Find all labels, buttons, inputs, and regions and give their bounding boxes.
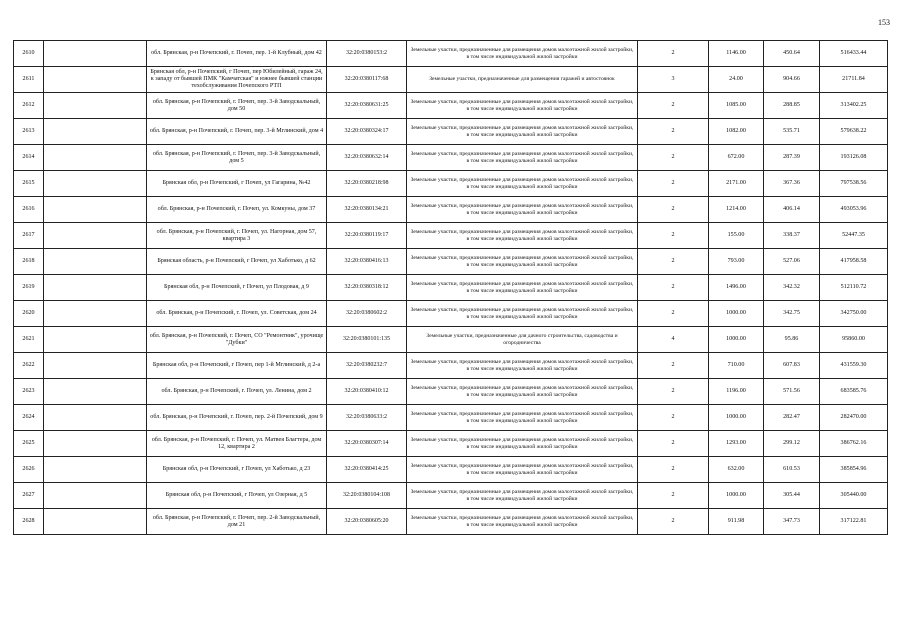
blank-cell <box>44 301 147 327</box>
table-row <box>14 171 888 197</box>
table-row <box>14 67 888 93</box>
address-cell: Брянская обл, р-н Почепский, г Почеп, ул Хаботько, д 23 <box>147 457 327 483</box>
blank-cell <box>44 41 147 67</box>
table-row <box>14 301 888 327</box>
land-use-cell: Земельные участки, предназначенные для размещения домов малоэтажной жилой застройки, в том числе индивидуальной жилой застройки <box>407 483 638 509</box>
land-use-cell: Земельные участки, предназначенные для размещения домов малоэтажной жилой застройки, в том числе индивидуальной жилой застройки <box>407 41 638 67</box>
row-number-cell: 2614 <box>14 145 44 171</box>
table-row <box>14 379 888 405</box>
cadastral-value-cell: 317122.81 <box>820 509 888 535</box>
cadastral-value-cell: 579638.22 <box>820 119 888 145</box>
group-cell: 2 <box>638 119 709 145</box>
land-use-cell: Земельные участки, предназначенные для размещения домов малоэтажной жилой застройки, в том числе индивидуальной жилой застройки <box>407 93 638 119</box>
cadastral-number-cell: 32:20:0380101:135 <box>327 327 407 353</box>
page-number: 153 <box>878 18 890 27</box>
cadastral-number-cell: 32:20:0380307:14 <box>327 431 407 457</box>
row-number-cell: 2618 <box>14 249 44 275</box>
unit-value-cell: 347.73 <box>764 509 820 535</box>
table-row <box>14 431 888 457</box>
row-number-cell: 2611 <box>14 67 44 93</box>
land-use-cell: Земельные участки, предназначенные для размещения домов малоэтажной жилой застройки, в том числе индивидуальной жилой застройки <box>407 457 638 483</box>
cadastral-value-cell: 431559.30 <box>820 353 888 379</box>
row-number-cell: 2610 <box>14 41 44 67</box>
group-cell: 2 <box>638 223 709 249</box>
table-row <box>14 41 888 67</box>
cadastral-value-cell: 305440.00 <box>820 483 888 509</box>
row-number-cell: 2615 <box>14 171 44 197</box>
area-cell: 155.00 <box>709 223 764 249</box>
address-cell: обл. Брянская, р-н Почепский, г. Почеп, ул. Советская, дом 24 <box>147 301 327 327</box>
land-use-cell: Земельные участки, предназначенные для размещения домов малоэтажной жилой застройки, в том числе индивидуальной жилой застройки <box>407 509 638 535</box>
group-cell: 2 <box>638 483 709 509</box>
address-cell: обл. Брянская, р-н Почепский, г. Почеп, пер. 2-й Почепский, дом 9 <box>147 405 327 431</box>
cadastral-value-cell: 516433.44 <box>820 41 888 67</box>
unit-value-cell: 607.83 <box>764 353 820 379</box>
cadastral-number-cell: 32:20:0380631:25 <box>327 93 407 119</box>
blank-cell <box>44 509 147 535</box>
cadastral-number-cell: 32:20:0380602:2 <box>327 301 407 327</box>
area-cell: 1000.00 <box>709 483 764 509</box>
blank-cell <box>44 327 147 353</box>
cadastral-number-cell: 32:20:0380134:21 <box>327 197 407 223</box>
land-use-cell: Земельные участки, предназначенные для размещения домов малоэтажной жилой застройки, в том числе индивидуальной жилой застройки <box>407 379 638 405</box>
blank-cell <box>44 171 147 197</box>
cadastral-number-cell: 32:20:0380633:2 <box>327 405 407 431</box>
table-row <box>14 405 888 431</box>
table-row <box>14 327 888 353</box>
unit-value-cell: 305.44 <box>764 483 820 509</box>
cadastral-value-cell: 386762.16 <box>820 431 888 457</box>
row-number-cell: 2623 <box>14 379 44 405</box>
land-use-cell: Земельные участки, предназначенные для дачного строительства, садоводства и огородничества <box>407 327 638 353</box>
row-number-cell: 2627 <box>14 483 44 509</box>
blank-cell <box>44 249 147 275</box>
cadastral-number-cell: 32:20:0380117:68 <box>327 67 407 93</box>
cadastral-value-cell: 512110.72 <box>820 275 888 301</box>
area-cell: 793.00 <box>709 249 764 275</box>
row-number-cell: 2626 <box>14 457 44 483</box>
area-cell: 1214.00 <box>709 197 764 223</box>
unit-value-cell: 571.56 <box>764 379 820 405</box>
cadastral-number-cell: 32:20:0380318:12 <box>327 275 407 301</box>
land-use-cell: Земельные участки, предназначенные для размещения домов малоэтажной жилой застройки, в том числе индивидуальной жилой застройки <box>407 223 638 249</box>
land-use-cell: Земельные участки, предназначенные для размещения домов малоэтажной жилой застройки, в том числе индивидуальной жилой застройки <box>407 145 638 171</box>
cadastral-value-cell: 493053.96 <box>820 197 888 223</box>
address-cell: Брянская обл, р-н Почепский, г Почеп, ул Озерная, д 5 <box>147 483 327 509</box>
cadastral-value-cell: 95860.00 <box>820 327 888 353</box>
cadastral-value-cell: 21711.84 <box>820 67 888 93</box>
address-cell: обл. Брянская, р-н Почепский, г. Почеп, ул. Ленина, дом 2 <box>147 379 327 405</box>
blank-cell <box>44 145 147 171</box>
cadastral-value-cell: 342750.00 <box>820 301 888 327</box>
area-cell: 911.98 <box>709 509 764 535</box>
group-cell: 2 <box>638 301 709 327</box>
area-cell: 1293.00 <box>709 431 764 457</box>
row-number-cell: 2622 <box>14 353 44 379</box>
land-use-cell: Земельные участки, предназначенные для размещения домов малоэтажной жилой застройки, в том числе индивидуальной жилой застройки <box>407 405 638 431</box>
row-number-cell: 2617 <box>14 223 44 249</box>
address-cell: Брянская обл, р-н Почепский, г Почеп, пер 1-й Мглинский, д 2-а <box>147 353 327 379</box>
unit-value-cell: 904.66 <box>764 67 820 93</box>
address-cell: Брянская область, р-н Почепский, г Почеп, ул Хаботько, д 62 <box>147 249 327 275</box>
address-cell: обл. Брянская, р-н Почепский, г. Почеп, ул. Матвея Благтера, дом 12, квартира 2 <box>147 431 327 457</box>
group-cell: 2 <box>638 457 709 483</box>
row-number-cell: 2621 <box>14 327 44 353</box>
cadastral-number-cell: 32:20:0380104:108 <box>327 483 407 509</box>
land-use-cell: Земельные участки, предназначенные для размещения домов малоэтажной жилой застройки, в том числе индивидуальной жилой застройки <box>407 275 638 301</box>
address-cell: обл. Брянская, р-н Почепский, г. Почеп, пер. 3-й Мглинский, дом 4 <box>147 119 327 145</box>
blank-cell <box>44 275 147 301</box>
table-row <box>14 509 888 535</box>
unit-value-cell: 342.75 <box>764 301 820 327</box>
group-cell: 2 <box>638 197 709 223</box>
land-use-cell: Земельные участки, предназначенные для размещения домов малоэтажной жилой застройки, в том числе индивидуальной жилой застройки <box>407 249 638 275</box>
land-use-cell: Земельные участки, предназначенные для размещения домов малоэтажной жилой застройки, в том числе индивидуальной жилой застройки <box>407 197 638 223</box>
area-cell: 672.00 <box>709 145 764 171</box>
blank-cell <box>44 405 147 431</box>
group-cell: 2 <box>638 509 709 535</box>
land-use-cell: Земельные участки, предназначенные для размещения гаражей и автостоянок <box>407 67 638 93</box>
unit-value-cell: 527.06 <box>764 249 820 275</box>
row-number-cell: 2613 <box>14 119 44 145</box>
unit-value-cell: 406.14 <box>764 197 820 223</box>
address-cell: обл. Брянская, р-н Почепский, г. Почеп, пер. 3-й Заводскальный, дом 50 <box>147 93 327 119</box>
land-use-cell: Земельные участки, предназначенные для размещения домов малоэтажной жилой застройки, в том числе индивидуальной жилой застройки <box>407 301 638 327</box>
cadastral-value-cell: 797538.56 <box>820 171 888 197</box>
unit-value-cell: 610.53 <box>764 457 820 483</box>
group-cell: 2 <box>638 431 709 457</box>
cadastral-number-cell: 32:20:0380414:25 <box>327 457 407 483</box>
cadastral-value-table <box>13 40 888 535</box>
blank-cell <box>44 353 147 379</box>
group-cell: 2 <box>638 353 709 379</box>
cadastral-number-cell: 32:20:0380232:7 <box>327 353 407 379</box>
cadastral-value-cell: 385854.96 <box>820 457 888 483</box>
blank-cell <box>44 197 147 223</box>
table-row <box>14 353 888 379</box>
area-cell: 1000.00 <box>709 301 764 327</box>
address-cell: обл. Брянская, р-н Почепский, г. Почеп, СО "Ремонтник", урочище "Дубки" <box>147 327 327 353</box>
unit-value-cell: 288.85 <box>764 93 820 119</box>
cadastral-number-cell: 32:20:0380416:13 <box>327 249 407 275</box>
row-number-cell: 2620 <box>14 301 44 327</box>
blank-cell <box>44 119 147 145</box>
cadastral-number-cell: 32:20:0380119:17 <box>327 223 407 249</box>
table-row <box>14 119 888 145</box>
area-cell: 632.00 <box>709 457 764 483</box>
land-use-cell: Земельные участки, предназначенные для размещения домов малоэтажной жилой застройки, в том числе индивидуальной жилой застройки <box>407 171 638 197</box>
area-cell: 1082.00 <box>709 119 764 145</box>
unit-value-cell: 95.86 <box>764 327 820 353</box>
group-cell: 2 <box>638 93 709 119</box>
area-cell: 1085.00 <box>709 93 764 119</box>
group-cell: 3 <box>638 67 709 93</box>
cadastral-value-cell: 417958.58 <box>820 249 888 275</box>
address-cell: Брянская обл, р-н Почепский, г Почеп, ул Плодовая, д 9 <box>147 275 327 301</box>
area-cell: 1000.00 <box>709 327 764 353</box>
cadastral-number-cell: 32:20:0380324:17 <box>327 119 407 145</box>
cadastral-value-cell: 193126.08 <box>820 145 888 171</box>
address-cell: Брянская обл, р-н Почепский, г Почеп, пер Юбилейный, гараж 24, к западу от бывшей ПМК "Камчатская" и южнее бывшей станции техобслуживания Почепского РТП <box>147 67 327 93</box>
area-cell: 1146.00 <box>709 41 764 67</box>
group-cell: 2 <box>638 405 709 431</box>
address-cell: обл. Брянская, р-н Почепский, г. Почеп, пер. 2-й Заводскальный, дом 21 <box>147 509 327 535</box>
cadastral-number-cell: 32:20:0380218:98 <box>327 171 407 197</box>
cadastral-value-cell: 683585.76 <box>820 379 888 405</box>
row-number-cell: 2616 <box>14 197 44 223</box>
row-number-cell: 2625 <box>14 431 44 457</box>
blank-cell <box>44 457 147 483</box>
row-number-cell: 2612 <box>14 93 44 119</box>
area-cell: 1196.00 <box>709 379 764 405</box>
group-cell: 2 <box>638 275 709 301</box>
unit-value-cell: 535.71 <box>764 119 820 145</box>
land-use-cell: Земельные участки, предназначенные для размещения домов малоэтажной жилой застройки, в том числе индивидуальной жилой застройки <box>407 119 638 145</box>
blank-cell <box>44 67 147 93</box>
group-cell: 2 <box>638 171 709 197</box>
cadastral-number-cell: 32:20:0380605:20 <box>327 509 407 535</box>
area-cell: 1496.00 <box>709 275 764 301</box>
blank-cell <box>44 483 147 509</box>
area-cell: 24.00 <box>709 67 764 93</box>
row-number-cell: 2619 <box>14 275 44 301</box>
table-row <box>14 93 888 119</box>
area-cell: 2171.00 <box>709 171 764 197</box>
table-row <box>14 457 888 483</box>
address-cell: обл. Брянская, р-н Почепский, г. Почеп, ул. Нагорная, дом 57, квартира 3 <box>147 223 327 249</box>
unit-value-cell: 287.39 <box>764 145 820 171</box>
unit-value-cell: 342.32 <box>764 275 820 301</box>
land-use-cell: Земельные участки, предназначенные для размещения домов малоэтажной жилой застройки, в том числе индивидуальной жилой застройки <box>407 353 638 379</box>
table-row <box>14 145 888 171</box>
cadastral-number-cell: 32:20:0380632:14 <box>327 145 407 171</box>
blank-cell <box>44 431 147 457</box>
address-cell: обл. Брянская, р-н Почепский, г. Почеп, пер. 3-й Заводскальный, дом 5 <box>147 145 327 171</box>
cadastral-value-cell: 313402.25 <box>820 93 888 119</box>
blank-cell <box>44 93 147 119</box>
unit-value-cell: 338.37 <box>764 223 820 249</box>
area-cell: 1000.00 <box>709 405 764 431</box>
row-number-cell: 2628 <box>14 509 44 535</box>
table-row <box>14 249 888 275</box>
group-cell: 2 <box>638 249 709 275</box>
table-row <box>14 223 888 249</box>
group-cell: 4 <box>638 327 709 353</box>
address-cell: обл. Брянская, р-н Почепский, г. Почеп, ул. Комкуны, дом 37 <box>147 197 327 223</box>
blank-cell <box>44 223 147 249</box>
land-use-cell: Земельные участки, предназначенные для размещения домов малоэтажной жилой застройки, в том числе индивидуальной жилой застройки <box>407 431 638 457</box>
table-row <box>14 275 888 301</box>
area-cell: 710.00 <box>709 353 764 379</box>
unit-value-cell: 299.12 <box>764 431 820 457</box>
table-row <box>14 197 888 223</box>
cadastral-value-cell: 52447.35 <box>820 223 888 249</box>
cadastral-number-cell: 32:20:0380153:2 <box>327 41 407 67</box>
cadastral-value-cell: 282470.00 <box>820 405 888 431</box>
address-cell: Брянская обл, р-н Почепский, г Почеп, ул Гагарина, №42 <box>147 171 327 197</box>
table-body <box>14 41 888 535</box>
group-cell: 2 <box>638 145 709 171</box>
unit-value-cell: 367.36 <box>764 171 820 197</box>
blank-cell <box>44 379 147 405</box>
row-number-cell: 2624 <box>14 405 44 431</box>
cadastral-number-cell: 32:20:0380410:12 <box>327 379 407 405</box>
unit-value-cell: 450.64 <box>764 41 820 67</box>
address-cell: обл. Брянская, р-н Почепский, г. Почеп, пер. 1-й Клубный, дом 42 <box>147 41 327 67</box>
group-cell: 2 <box>638 379 709 405</box>
group-cell: 2 <box>638 41 709 67</box>
unit-value-cell: 282.47 <box>764 405 820 431</box>
table-row <box>14 483 888 509</box>
